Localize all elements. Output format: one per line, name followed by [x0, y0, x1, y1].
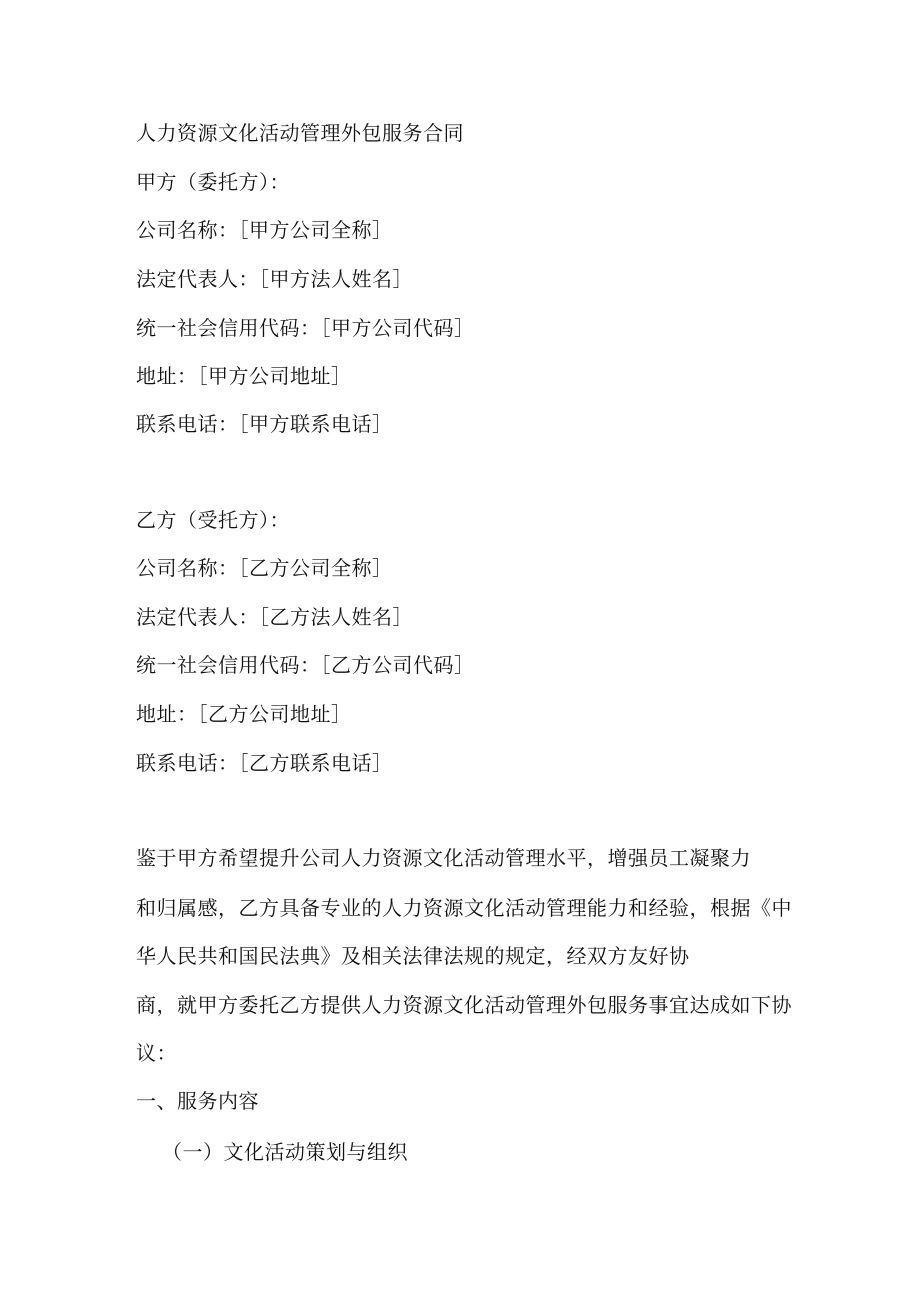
party-b-address: 地址：［乙方公司地址］	[136, 702, 352, 726]
party-a-legal-rep: 法定代表人：［甲方法人姓名］	[136, 267, 413, 291]
preamble-line: 商，就甲方委托乙方提供人力资源文化活动管理外包服务事宜达成如下协	[136, 993, 792, 1017]
preamble-line: 议：	[136, 1041, 177, 1065]
party-b-credit-code: 统一社会信用代码：［乙方公司代码］	[136, 653, 475, 677]
party-b-heading: 乙方（受托方）：	[136, 508, 290, 532]
subsection-1-heading: （一）文化活动策划与组织	[162, 1140, 408, 1164]
preamble-line: 华人民共和国民法典》及相关法律法规的规定，经双方友好协	[136, 944, 690, 968]
preamble-line: 和归属感，乙方具备专业的人力资源文化活动管理能力和经验，根据《中	[136, 896, 792, 920]
party-a-address: 地址：［甲方公司地址］	[136, 364, 352, 388]
party-b-legal-rep: 法定代表人：［乙方法人姓名］	[136, 605, 413, 629]
party-a-credit-code: 统一社会信用代码：［甲方公司代码］	[136, 316, 475, 340]
party-b-phone: 联系电话：［乙方联系电话］	[136, 751, 393, 775]
preamble-line: 鉴于甲方希望提升公司人力资源文化活动管理水平，增强员工凝聚力	[136, 846, 751, 870]
party-b-company: 公司名称：［乙方公司全称］	[136, 556, 393, 580]
party-a-company: 公司名称：［甲方公司全称］	[136, 218, 393, 242]
party-a-heading: 甲方（委托方）：	[136, 170, 290, 194]
contract-title: 人力资源文化活动管理外包服务合同	[136, 121, 464, 145]
party-a-phone: 联系电话：［甲方联系电话］	[136, 412, 393, 436]
section-1-heading: 一、服务内容	[136, 1089, 259, 1113]
